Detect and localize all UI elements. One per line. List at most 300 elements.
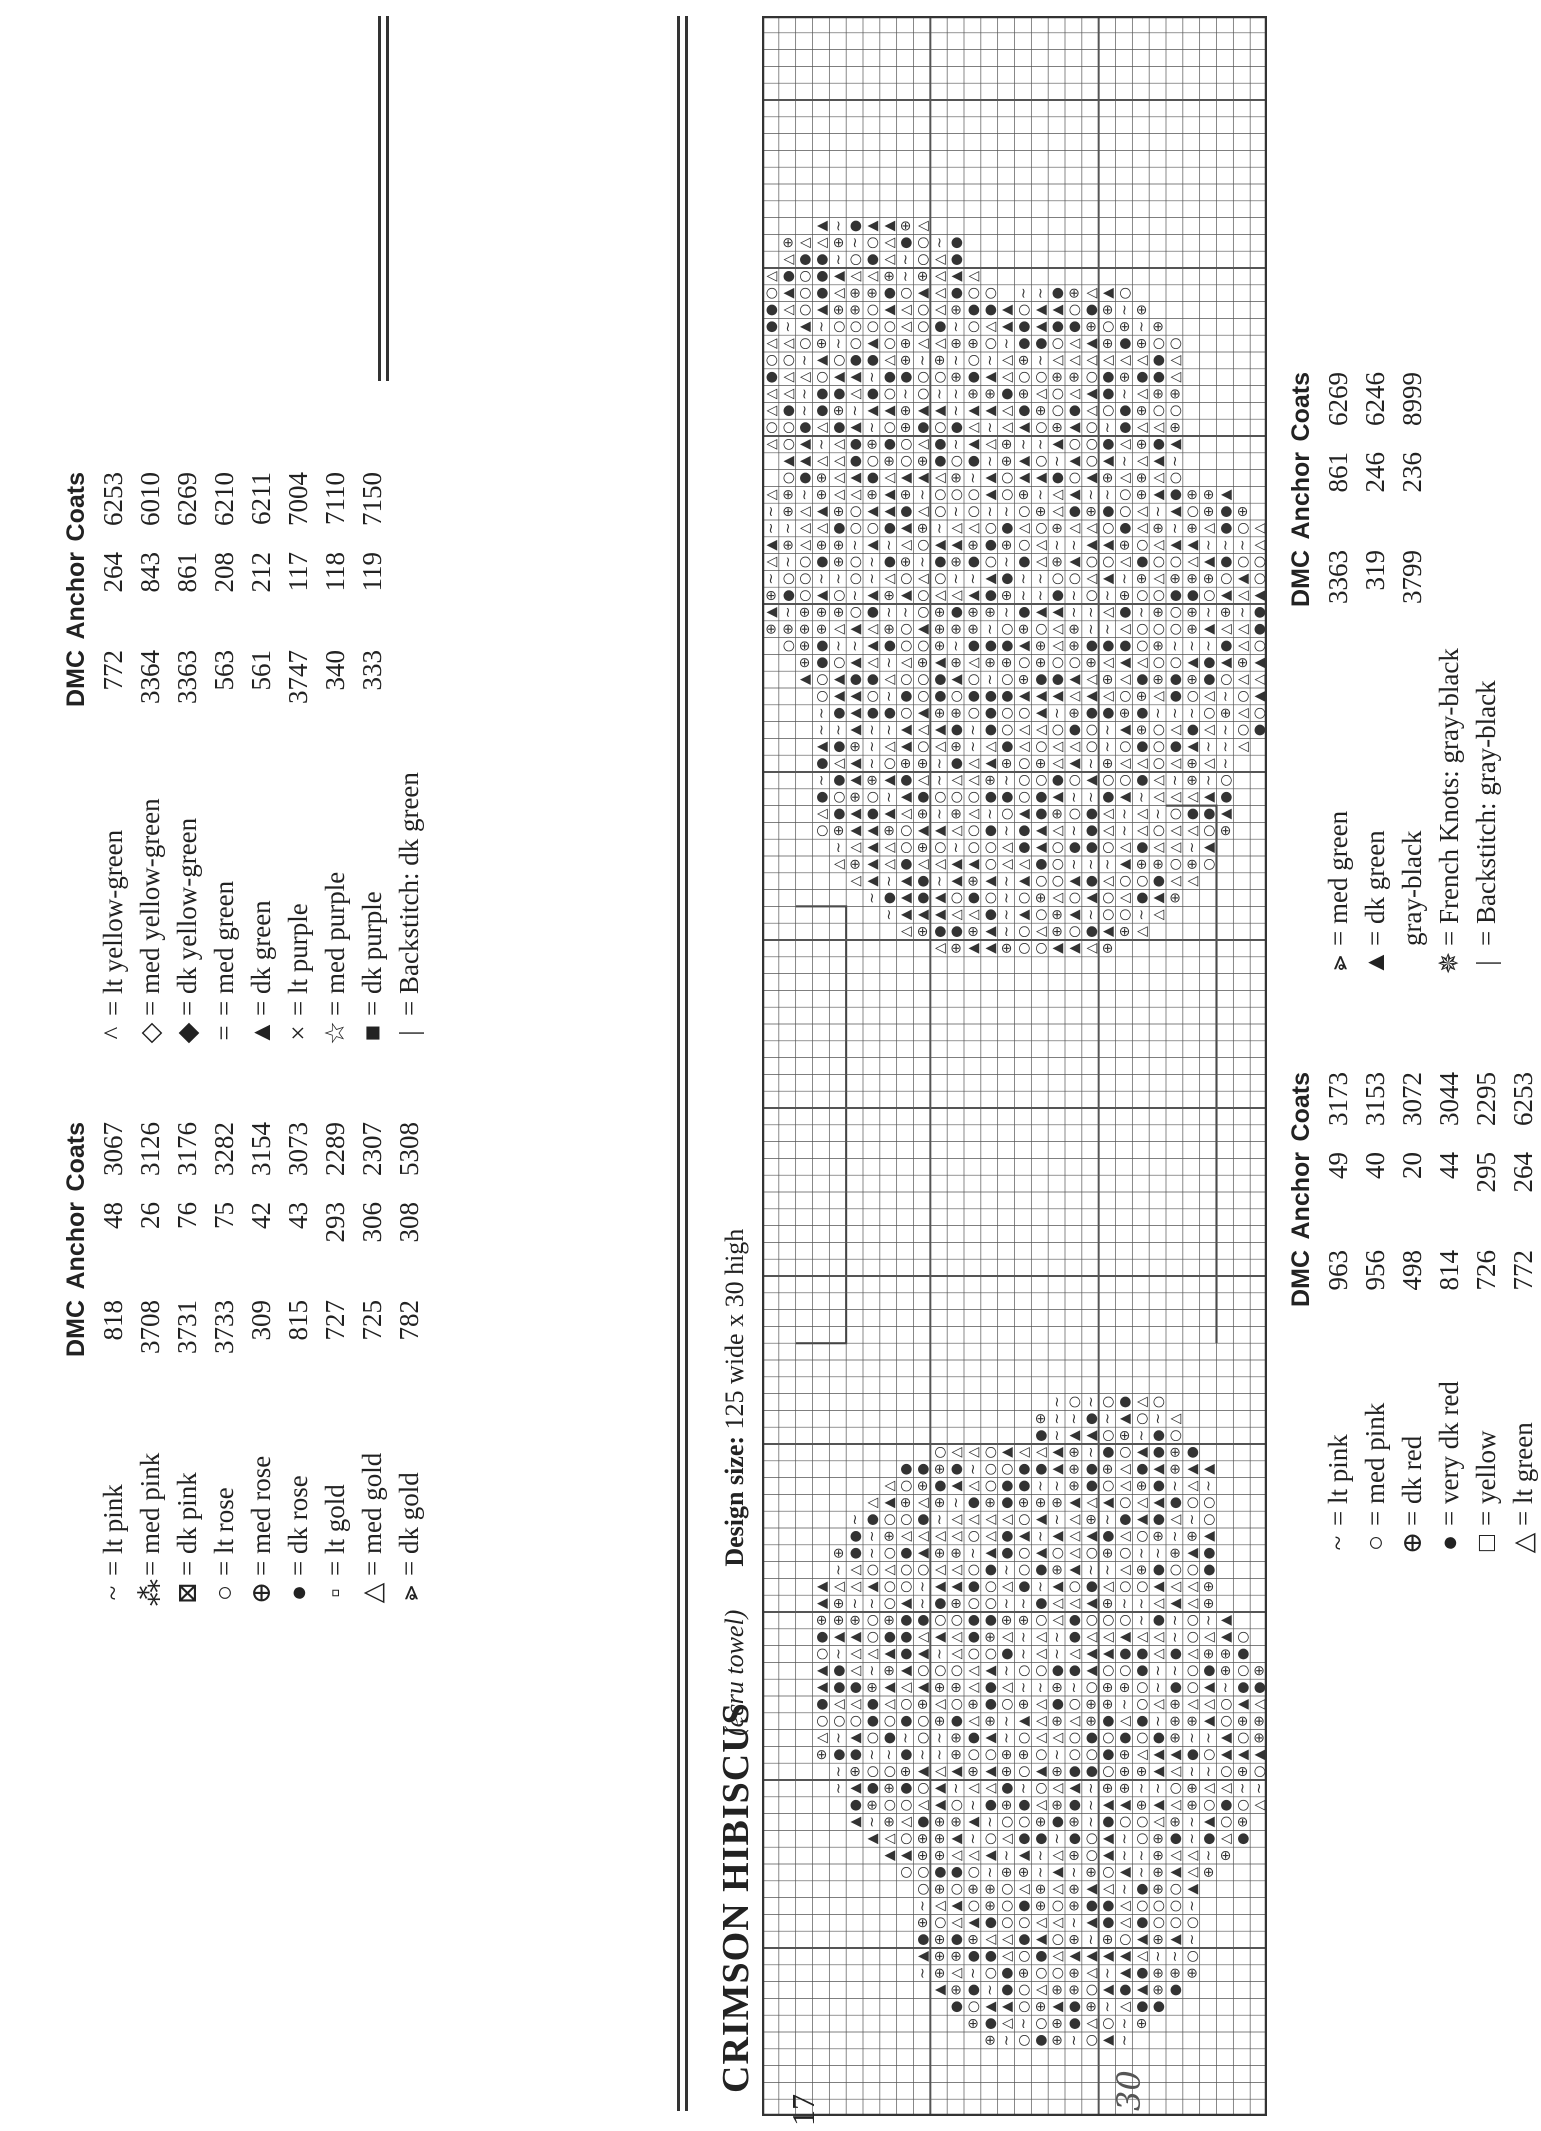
- stitch-mark: ●: [1015, 1479, 1032, 1493]
- stitch-mark: ~: [1116, 824, 1133, 837]
- stitch-mark: ⊕: [931, 1950, 948, 1963]
- stitch-mark: ⊕: [1150, 858, 1167, 871]
- stitch-mark: ▲: [1167, 1749, 1184, 1761]
- stitch-mark: △: [948, 825, 965, 837]
- stitch-mark: ○: [1032, 1782, 1049, 1795]
- stitch-mark: ⊕: [914, 1916, 931, 1929]
- legend-symbol-icon: △: [357, 1582, 387, 1604]
- stitch-mark: ⊕: [948, 304, 965, 316]
- stitch-mark: ●: [1116, 1731, 1133, 1745]
- stitch-mark: ⊕: [1083, 320, 1100, 333]
- stitch-mark: △: [1167, 1581, 1184, 1593]
- stitch-mark: ●: [881, 707, 898, 720]
- stitch-mark: ●: [1032, 791, 1049, 804]
- legend-dmc: 727: [320, 1300, 350, 1341]
- stitch-mark: ⊕: [1167, 1547, 1184, 1560]
- stitch-mark: ○: [1150, 337, 1167, 350]
- stitch-mark: △: [847, 1581, 864, 1593]
- stitch-mark: ●: [1066, 1664, 1083, 1677]
- legend-symbol-icon: ⩺: [1323, 955, 1353, 971]
- stitch-mark: ▲: [847, 422, 864, 433]
- stitch-mark: ⊕: [914, 270, 931, 283]
- stitch-mark: △: [847, 1648, 864, 1660]
- stitch-mark: ●: [847, 1681, 864, 1694]
- stitch-mark: △: [965, 657, 982, 669]
- stitch-mark: ○: [965, 287, 982, 300]
- legend-label: = med green: [209, 880, 239, 1016]
- stitch-mark: ~: [1100, 1513, 1117, 1526]
- stitch-mark: ●: [965, 690, 982, 703]
- stitch-mark: ○: [881, 757, 898, 770]
- stitch-mark: △: [982, 1514, 999, 1525]
- stitch-mark: ▲: [914, 1648, 931, 1660]
- stitch-mark: ○: [982, 1832, 999, 1845]
- stitch-mark: ●: [1184, 723, 1201, 737]
- stitch-mark: ~: [1049, 1412, 1066, 1425]
- stitch-mark: ○: [982, 1580, 999, 1593]
- stitch-mark: ~: [1083, 1816, 1100, 1828]
- stitch-mark: ~: [1116, 2017, 1133, 2030]
- stitch-mark: ▲: [1083, 1648, 1100, 1660]
- stitch-mark: ○: [965, 791, 982, 804]
- stitch-mark: ▲: [864, 590, 881, 601]
- stitch-mark: ○: [1234, 1731, 1251, 1745]
- legend-dmc: 3363: [172, 650, 202, 704]
- stitch-mark: ▲: [847, 371, 864, 383]
- stitch-mark: ⊕: [982, 2034, 999, 2047]
- stitch-mark: △: [1150, 791, 1167, 803]
- stitch-mark: ▲: [1032, 1547, 1049, 1559]
- stitch-mark: ●: [914, 891, 931, 905]
- stitch-mark: ●: [1066, 1614, 1083, 1627]
- stitch-mark: ⊕: [1167, 1816, 1184, 1828]
- stitch-mark: ⊕: [1150, 1832, 1167, 1845]
- stitch-mark: ○: [1116, 908, 1133, 921]
- stitch-mark: ~: [780, 522, 797, 535]
- stitch-mark: ~: [965, 1967, 982, 1980]
- stitch-mark: ⊕: [1201, 505, 1218, 518]
- stitch-mark: △: [965, 775, 982, 786]
- stitch-mark: ○: [797, 287, 814, 300]
- stitch-mark: ○: [1066, 1731, 1083, 1745]
- stitch-mark: ○: [914, 387, 931, 401]
- stitch-mark: ⊕: [982, 1883, 999, 1896]
- stitch-mark: △: [813, 523, 830, 534]
- stitch-mark: ○: [780, 639, 797, 653]
- stitch-mark: ○: [1083, 589, 1100, 602]
- stitch-mark: ○: [1150, 757, 1167, 770]
- stitch-mark: ○: [780, 421, 797, 434]
- stitch-mark: △: [1015, 724, 1032, 736]
- stitch-mark: ●: [965, 1731, 982, 1745]
- stitch-mark: ▲: [1217, 489, 1234, 501]
- stitch-mark: ~: [1083, 1446, 1100, 1459]
- stitch-mark: ⊕: [999, 539, 1016, 552]
- stitch-mark: ~: [965, 1463, 982, 1476]
- stitch-mark: △: [1116, 355, 1133, 366]
- stitch-mark: ●: [1150, 1479, 1167, 1493]
- stitch-mark: ~: [1184, 1933, 1201, 1946]
- fabric-note: (ecru towel): [720, 1609, 749, 1736]
- stitch-mark: ⊕: [881, 1782, 898, 1795]
- stitch-mark: ●: [1116, 1395, 1133, 1409]
- stitch-mark: ○: [763, 354, 780, 367]
- stitch-mark: ○: [898, 1580, 915, 1593]
- stitch-mark: ▲: [864, 825, 881, 837]
- legend-coats: 6211: [246, 472, 276, 525]
- stitch-mark: ●: [965, 639, 982, 653]
- stitch-mark: ~: [797, 354, 814, 367]
- stitch-mark: ▲: [982, 1732, 999, 1744]
- stitch-mark: ○: [1032, 371, 1049, 384]
- stitch-mark: ○: [1032, 522, 1049, 535]
- stitch-mark: ⊕: [1032, 892, 1049, 904]
- stitch-mark: ▲: [948, 1833, 965, 1845]
- stitch-mark: ○: [1184, 1681, 1201, 1694]
- stitch-mark: ●: [1100, 1446, 1117, 1459]
- stitch-mark: △: [999, 2018, 1016, 2029]
- stitch-mark: △: [847, 875, 864, 887]
- header-anchor: Anchor: [1287, 1152, 1315, 1240]
- stitch-mark: ○: [1083, 1681, 1100, 1694]
- stitch-mark: ▲: [1116, 1631, 1133, 1643]
- stitch-mark: △: [1184, 1648, 1201, 1660]
- stitch-mark: △: [1083, 523, 1100, 534]
- stitch-mark: ⊕: [813, 623, 830, 636]
- stitch-mark: ~: [881, 606, 898, 619]
- stitch-mark: ~: [864, 892, 881, 904]
- stitch-mark: ○: [965, 354, 982, 367]
- stitch-mark: ○: [1234, 1631, 1251, 1644]
- legend-anchor: 40: [1360, 1152, 1390, 1179]
- stitch-mark: △: [1251, 674, 1267, 685]
- stitch-mark: ○: [1083, 1748, 1100, 1761]
- stitch-mark: ○: [1015, 925, 1032, 938]
- stitch-mark: ~: [1066, 1866, 1083, 1879]
- stitch-mark: ○: [1049, 1967, 1066, 1980]
- legend-dmc: 3364: [135, 650, 165, 704]
- legend-symbol-icon: ●: [283, 1584, 313, 1602]
- stitch-mark: ○: [1100, 1614, 1117, 1627]
- stitch-mark: △: [1015, 1447, 1032, 1458]
- bottom-legend-right: [1283, 372, 1505, 976]
- stitch-mark: ▲: [847, 724, 864, 736]
- stitch-mark: ⊕: [931, 354, 948, 367]
- stitch-mark: ▲: [1066, 455, 1083, 467]
- stitch-mark: ▲: [1032, 1766, 1049, 1777]
- stitch-mark: ▲: [931, 724, 948, 736]
- chart-title: CRIMSON HIBISCUS: [715, 1702, 757, 2093]
- stitch-mark: ○: [965, 673, 982, 686]
- stitch-mark: ●: [1100, 1899, 1117, 1913]
- stitch-mark: ⊕: [948, 337, 965, 350]
- stitch-mark: ~: [780, 320, 797, 333]
- stitch-mark: △: [1049, 1732, 1066, 1744]
- legend-label: = dk pink: [172, 1472, 202, 1576]
- stitch-mark: △: [948, 1531, 965, 1542]
- legend-label: = dk yellow-green: [172, 817, 202, 1016]
- stitch-mark: ●: [914, 1513, 931, 1526]
- stitch-mark: ⊕: [982, 1715, 999, 1728]
- stitch-mark: ⊕: [847, 858, 864, 871]
- stitch-mark: ●: [813, 639, 830, 653]
- stitch-mark: ●: [999, 522, 1016, 535]
- stitch-mark: ●: [881, 522, 898, 535]
- stitch-mark: ●: [1167, 1496, 1184, 1509]
- stitch-mark: △: [1184, 1598, 1201, 1609]
- stitch-mark: ~: [830, 1564, 847, 1576]
- stitch-mark: △: [1100, 355, 1117, 366]
- stitch-mark: ⊕: [1032, 1412, 1049, 1425]
- stitch-mark: ~: [780, 606, 797, 619]
- stitch-mark: ●: [1066, 404, 1083, 417]
- stitch-mark: △: [1116, 1900, 1133, 1912]
- stitch-mark: ●: [948, 236, 965, 249]
- stitch-mark: ○: [864, 522, 881, 535]
- stitch-mark: △: [1100, 808, 1117, 820]
- stitch-mark: ●: [1133, 555, 1150, 569]
- stitch-mark: ●: [780, 404, 797, 417]
- stitch-mark: ▲: [965, 1917, 982, 1929]
- stitch-mark: ▲: [1201, 1531, 1218, 1542]
- stitch-mark: ~: [965, 1799, 982, 1812]
- stitch-mark: △: [948, 1631, 965, 1643]
- stitch-mark: ⊕: [1133, 438, 1150, 451]
- stitch-mark: △: [914, 1631, 931, 1643]
- legend-label: = Backstitch: dk green: [394, 772, 424, 1016]
- stitch-mark: ▲: [1083, 1430, 1100, 1441]
- stitch-mark: △: [1234, 623, 1251, 635]
- stitch-mark: ●: [1116, 404, 1133, 417]
- stitch-mark: ▲: [1015, 1531, 1032, 1542]
- stitch-mark: ●: [1133, 1916, 1150, 1929]
- stitch-mark: ▲: [999, 1447, 1016, 1458]
- stitch-mark: ▲: [813, 506, 830, 517]
- stitch-mark: ○: [914, 1715, 931, 1728]
- stitch-mark: ~: [982, 1816, 999, 1828]
- stitch-mark: ~: [1066, 791, 1083, 804]
- stitch-mark: ○: [999, 1698, 1016, 1711]
- stitch-mark: △: [1116, 674, 1133, 685]
- stitch-mark: ▲: [1015, 422, 1032, 433]
- stitch-mark: ⊕: [1251, 1664, 1267, 1677]
- stitch-mark: ○: [931, 791, 948, 804]
- stitch-mark: △: [965, 1850, 982, 1861]
- stitch-mark: ●: [914, 1614, 931, 1627]
- stitch-mark: ▲: [898, 590, 915, 601]
- stitch-mark: ○: [931, 488, 948, 501]
- stitch-mark: ▲: [1049, 791, 1066, 803]
- stitch-mark: ⊕: [1184, 1530, 1201, 1543]
- stitch-mark: ○: [1049, 841, 1066, 854]
- stitch-mark: ●: [1251, 723, 1267, 737]
- stitch-mark: ~: [982, 455, 999, 468]
- stitch-mark: △: [1167, 1850, 1184, 1861]
- middle-rule: [677, 16, 680, 2111]
- stitch-mark: △: [847, 842, 864, 853]
- stitch-mark: ●: [830, 387, 847, 401]
- stitch-mark: ▲: [1083, 338, 1100, 349]
- stitch-mark: ▲: [813, 1682, 830, 1693]
- stitch-mark: ⊕: [948, 1732, 965, 1744]
- stitch-mark: ⊕: [1049, 522, 1066, 535]
- top-legend-right: [58, 472, 428, 1046]
- stitch-mark: △: [1100, 1581, 1117, 1593]
- stitch-mark: ⊕: [982, 1631, 999, 1644]
- stitch-mark: ○: [914, 253, 931, 266]
- stitch-mark: ○: [830, 354, 847, 367]
- stitch-mark: ~: [1184, 707, 1201, 720]
- stitch-mark: ~: [1066, 539, 1083, 552]
- stitch-mark: ~: [1032, 488, 1049, 501]
- stitch-mark: ▲: [982, 1547, 999, 1559]
- stitch-mark: ●: [1066, 1765, 1083, 1778]
- stitch-mark: △: [965, 1514, 982, 1525]
- stitch-mark: ⊕: [1184, 488, 1201, 501]
- stitch-mark: ⊕: [830, 236, 847, 249]
- stitch-mark: ⊕: [1133, 2017, 1150, 2030]
- stitch-mark: ⊕: [1150, 1866, 1167, 1879]
- stitch-mark: △: [864, 271, 881, 282]
- stitch-mark: ○: [898, 1799, 915, 1812]
- stitch-mark: ~: [1032, 1866, 1049, 1879]
- stitch-mark: ○: [1116, 1614, 1133, 1627]
- stitch-mark: ~: [1083, 1396, 1100, 1408]
- stitch-mark: ~: [1066, 1412, 1083, 1425]
- legend-coats: 6269: [172, 472, 202, 526]
- stitch-mark: ~: [1167, 1530, 1184, 1543]
- stitch-mark: ~: [881, 1748, 898, 1761]
- stitch-mark: ▲: [898, 472, 915, 484]
- stitch-mark: ○: [1100, 1866, 1117, 1879]
- stitch-mark: ○: [1167, 1782, 1184, 1795]
- stitch-mark: ⊕: [1184, 1715, 1201, 1728]
- stitch-mark: ⊕: [965, 388, 982, 400]
- stitch-mark: △: [965, 808, 982, 820]
- stitch-mark: ○: [1066, 1698, 1083, 1711]
- stitch-mark: ⊕: [1167, 421, 1184, 434]
- stitch-mark: ○: [797, 270, 814, 283]
- stitch-mark: ●: [847, 1530, 864, 1543]
- stitch-mark: ○: [982, 287, 999, 300]
- stitch-mark: △: [797, 371, 814, 383]
- stitch-mark: ▲: [1049, 1581, 1066, 1593]
- stitch-mark: ⊕: [1066, 640, 1083, 652]
- stitch-mark: ▲: [1100, 1497, 1117, 1509]
- stitch-mark: ○: [1184, 1614, 1201, 1627]
- stitch-mark: △: [965, 422, 982, 433]
- stitch-mark: △: [1066, 1531, 1083, 1542]
- stitch-mark: ▲: [1100, 1951, 1117, 1962]
- stitch-mark: ○: [1133, 1580, 1150, 1593]
- stitch-mark: ⊕: [999, 757, 1016, 770]
- legend-symbol-icon: ▲: [246, 1019, 276, 1046]
- stitch-mark: ⊕: [1133, 1480, 1150, 1492]
- stitch-mark: ○: [1066, 1395, 1083, 1409]
- stitch-mark: ~: [1015, 572, 1032, 585]
- stitch-mark: ~: [898, 253, 915, 266]
- stitch-mark: ⊕: [914, 522, 931, 535]
- stitch-mark: ●: [1133, 740, 1150, 753]
- stitch-mark: ⊕: [1083, 1698, 1100, 1711]
- stitch-mark: △: [1066, 338, 1083, 349]
- stitch-mark: ○: [1100, 1395, 1117, 1409]
- stitch-mark: ⊕: [1150, 606, 1167, 619]
- stitch-mark: ●: [1066, 320, 1083, 333]
- stitch-mark: ~: [864, 757, 881, 770]
- stitch-mark: ~: [1133, 791, 1150, 804]
- stitch-mark: ⊕: [948, 656, 965, 669]
- stitch-mark: ●: [1100, 1530, 1117, 1543]
- stitch-mark: ○: [1015, 656, 1032, 669]
- stitch-mark: ○: [948, 791, 965, 804]
- stitch-mark: ⊕: [1100, 757, 1117, 770]
- stitch-mark: ●: [1100, 707, 1117, 720]
- stitch-mark: ○: [898, 1563, 915, 1577]
- stitch-mark: △: [1049, 758, 1066, 769]
- stitch-mark: ⊕: [1234, 1715, 1251, 1728]
- stitch-mark: ▲: [1032, 842, 1049, 853]
- legend-row: [1394, 372, 1431, 976]
- stitch-mark: ~: [763, 505, 780, 518]
- stitch-mark: ⊕: [1015, 354, 1032, 367]
- stitch-mark: ~: [999, 505, 1016, 518]
- stitch-mark: ●: [1083, 1899, 1100, 1913]
- stitch-mark: ~: [1049, 1748, 1066, 1761]
- stitch-mark: ○: [1015, 1983, 1032, 1997]
- stitch-mark: △: [948, 1447, 965, 1458]
- header-anchor: Anchor: [1287, 452, 1315, 540]
- stitch-mark: ⊕: [1184, 673, 1201, 686]
- stitch-mark: ●: [898, 1631, 915, 1644]
- legend-anchor: 308: [394, 1202, 424, 1243]
- legend-anchor: [391, 552, 428, 650]
- stitch-mark: ▲: [1015, 909, 1032, 921]
- stitch-mark: ⊕: [1015, 1496, 1032, 1509]
- stitch-mark: ○: [1133, 1530, 1150, 1543]
- stitch-mark: ~: [999, 1849, 1016, 1862]
- legend-label: = yellow: [1471, 1430, 1501, 1526]
- stitch-mark: ⊕: [1201, 1597, 1218, 1610]
- stitch-mark: △: [1167, 1766, 1184, 1777]
- stitch-mark: ~: [830, 337, 847, 350]
- stitch-mark: △: [1116, 1917, 1133, 1929]
- stitch-mark: ⊕: [1150, 640, 1167, 652]
- stitch-mark: ○: [1100, 1664, 1117, 1677]
- stitch-mark: ~: [881, 908, 898, 921]
- stitch-mark: ⊕: [1032, 2000, 1049, 2013]
- stitch-mark: ▲: [965, 439, 982, 450]
- legend-anchor: 295: [1471, 1152, 1501, 1193]
- stitch-mark: △: [1049, 355, 1066, 366]
- stitch-mark: △: [797, 237, 814, 249]
- stitch-mark: △: [813, 455, 830, 467]
- stitch-mark: ○: [1015, 707, 1032, 720]
- legend-dmc: 782: [394, 1300, 424, 1341]
- stitch-mark: ~: [948, 404, 965, 417]
- stitch-mark: ⊕: [1167, 892, 1184, 904]
- stitch-mark: △: [1049, 1917, 1066, 1929]
- legend-dmc: [1431, 550, 1468, 626]
- stitch-mark: ▲: [982, 926, 999, 937]
- stitch-mark: ○: [1049, 656, 1066, 669]
- stitch-mark: ⊕: [999, 589, 1016, 602]
- stitch-mark: ~: [1201, 606, 1218, 619]
- stitch-mark: ○: [931, 1614, 948, 1627]
- stitch-mark: ●: [1217, 505, 1234, 518]
- stitch-mark: ●: [813, 1698, 830, 1711]
- stitch-mark: ○: [1015, 1815, 1032, 1829]
